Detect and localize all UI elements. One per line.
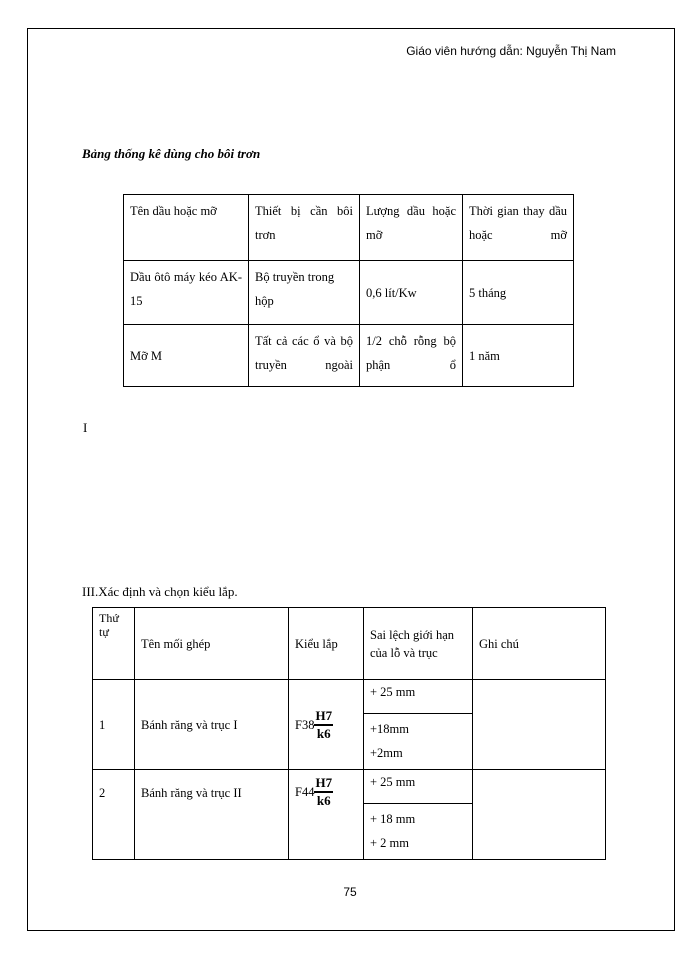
fit-designation [289,770,364,860]
fit-shaft-tolerance: k6 [316,725,331,741]
shaft-lower-deviation: + 2 mm [370,836,409,850]
table-cell: Bộ truyền trong hộp [249,261,360,325]
shaft-upper-deviation: +18mm [370,722,409,736]
fits-table [92,607,606,860]
page-header: Giáo viên hướng dẫn: Nguyễn Thị Nam [406,44,616,58]
fit-prefix: F44 [295,785,315,799]
table-row [124,261,574,325]
table-cell: 1 năm [463,325,574,387]
lubrication-table [123,194,574,387]
column-header: Ghi chú [473,608,606,680]
shaft-upper-deviation: + 18 mm [370,812,416,826]
table-cell: 1 [93,680,135,770]
fit-fraction [314,775,333,809]
column-header: Lượng dầu hoặc mỡ [360,195,463,261]
stray-mark: I [83,420,88,435]
table-cell [364,714,473,770]
table-row [124,325,574,387]
table-row [93,770,606,804]
table-cell: Bánh răng và trục I [135,680,289,770]
table-cell: 1/2 chỗ rỗng bộ phận ổ [360,325,463,387]
table-cell: Tất cả các ổ và bộ truyền ngoài [249,325,360,387]
fit-hole-tolerance: H7 [314,708,333,726]
fit-prefix: F38 [295,717,315,732]
table-header-row [124,195,574,261]
table-header-row [93,608,606,680]
fit-shaft-tolerance: k6 [316,793,331,808]
table-cell: Mỡ M [124,325,249,387]
column-header: Thứ tự [93,608,135,680]
lubrication-table-title: Bảng thống kê dùng cho bôi trơn [82,146,261,161]
shaft-lower-deviation: +2mm [370,746,403,760]
fits-section-title: III.Xác định và chọn kiểu lắp. [82,584,238,599]
column-header: Thiết bị cần bôi trơn [249,195,360,261]
table-cell: 0,6 lít/Kw [360,261,463,325]
table-cell: 5 tháng [463,261,574,325]
page-number: 75 [343,885,357,899]
fit-fraction [314,708,333,742]
column-header: Thời gian thay dầu hoặc mỡ [463,195,574,261]
fit-designation [289,680,364,770]
table-cell [364,804,473,860]
table-cell: + 25 mm [364,770,473,804]
table-cell [473,770,606,860]
table-cell: Bánh răng và trục II [135,770,289,860]
table-cell: + 25 mm [364,680,473,714]
table-cell: 2 [93,770,135,860]
column-header: Sai lệch giới hạn của lỗ và trục [364,608,473,680]
column-header: Tên dầu hoặc mỡ [124,195,249,261]
table-row [93,680,606,714]
fit-hole-tolerance: H7 [314,775,333,793]
column-header: Kiểu lắp [289,608,364,680]
column-header: Tên mối ghép [135,608,289,680]
table-cell [473,680,606,770]
table-cell: Dầu ôtô máy kéo AK- 15 [124,261,249,325]
